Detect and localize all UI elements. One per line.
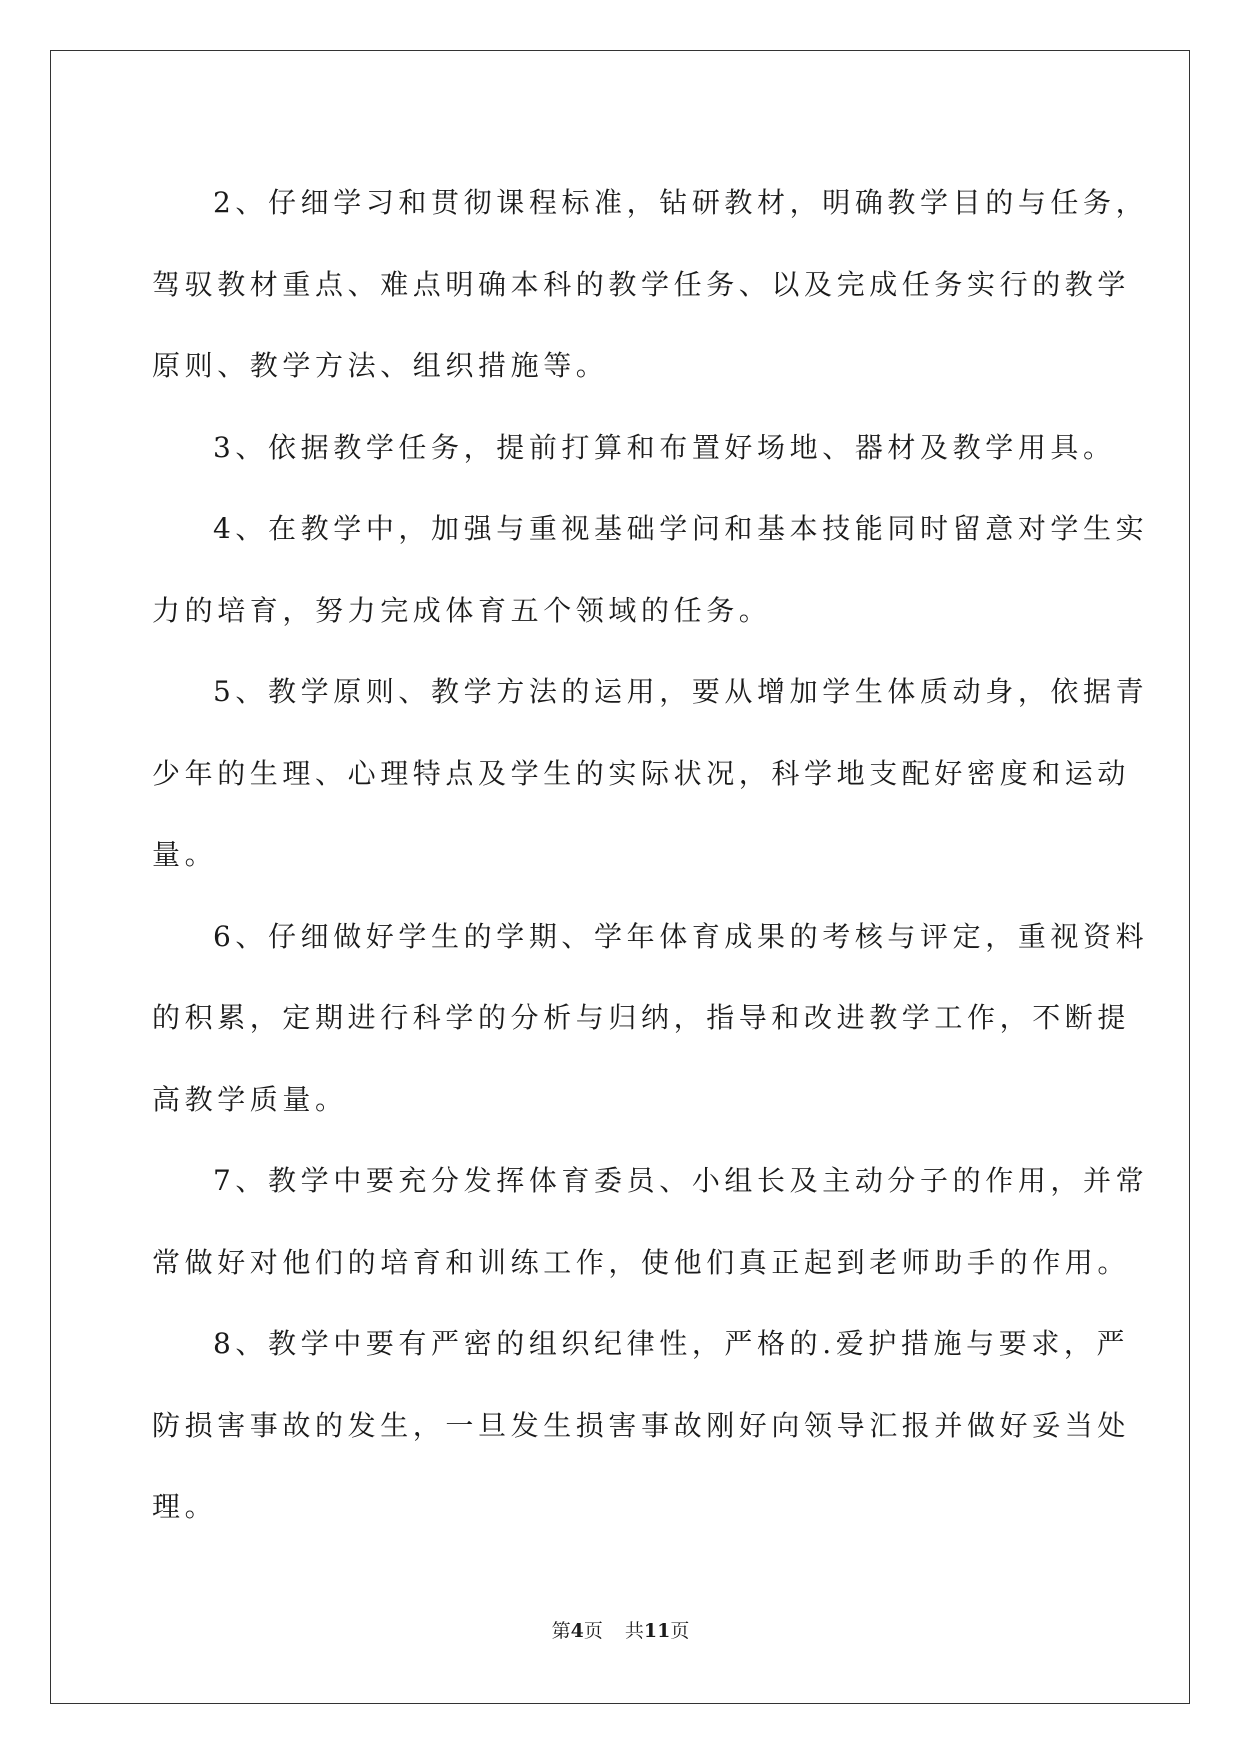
text-line: 2、仔细学习和贯彻课程标准，钻研教材，明确教学目的与任务， (213, 186, 1149, 219)
text-line: 8、教学中要有严密的组织纪律性，严格的.爱护措施与要求，严 (213, 1327, 1130, 1360)
text-line: 原则、教学方法、组织措施等。 (152, 349, 609, 382)
text-line: 高教学质量。 (152, 1082, 348, 1116)
total-suffix: 页 (670, 1620, 690, 1642)
text-line: 4、在教学中，加强与重视基础学问和基本技能同时留意对学生实 (213, 512, 1149, 545)
text-line: 量。 (152, 838, 218, 871)
document-body (152, 162, 1149, 1548)
page-footer (0, 1616, 1241, 1643)
text-line: 力的培育，努力完成体育五个领域的任务。 (152, 593, 772, 627)
text-line: 7、教学中要充分发挥体育委员、小组长及主动分子的作用，并常 (213, 1164, 1149, 1197)
paragraph-7 (152, 1140, 1149, 1303)
text-line: 3、依据教学任务，提前打算和布置好场地、器材及教学用具。 (213, 430, 1116, 464)
text-line: 的积累，定期进行科学的分析与归纳，指导和改进教学工作，不断提 (152, 1001, 1131, 1034)
text-line: 防损害事故的发生，一旦发生损害事故刚好向领导汇报并做好妥当处 (152, 1408, 1131, 1442)
paragraph-2 (152, 162, 1149, 407)
paragraph-6 (152, 896, 1149, 1141)
text-line: 理。 (152, 1490, 218, 1523)
text-line: 常做好对他们的培育和训练工作，使他们真正起到老师助手的作用。 (152, 1245, 1131, 1279)
paragraph-4 (152, 488, 1149, 651)
text-line: 少年的生理、心理特点及学生的实际状况，科学地支配好密度和运动 (152, 756, 1131, 790)
total-pages: 11 (643, 1620, 671, 1642)
paragraph-3 (152, 407, 1116, 489)
text-line: 驾驭教材重点、难点明确本科的教学任务、以及完成任务实行的教学 (152, 267, 1131, 301)
page-number: 4 (570, 1620, 584, 1642)
page-prefix: 第 (551, 1620, 571, 1642)
text-line: 5、教学原则、教学方法的运用，要从增加学生体质动身，依据青 (213, 675, 1149, 708)
text-line: 6、仔细做好学生的学期、学年体育成果的考核与评定，重视资料 (213, 919, 1149, 953)
total-prefix: 共 (624, 1620, 644, 1642)
page-suffix: 页 (583, 1620, 603, 1642)
paragraph-8 (152, 1303, 1131, 1548)
paragraph-5 (152, 651, 1149, 896)
